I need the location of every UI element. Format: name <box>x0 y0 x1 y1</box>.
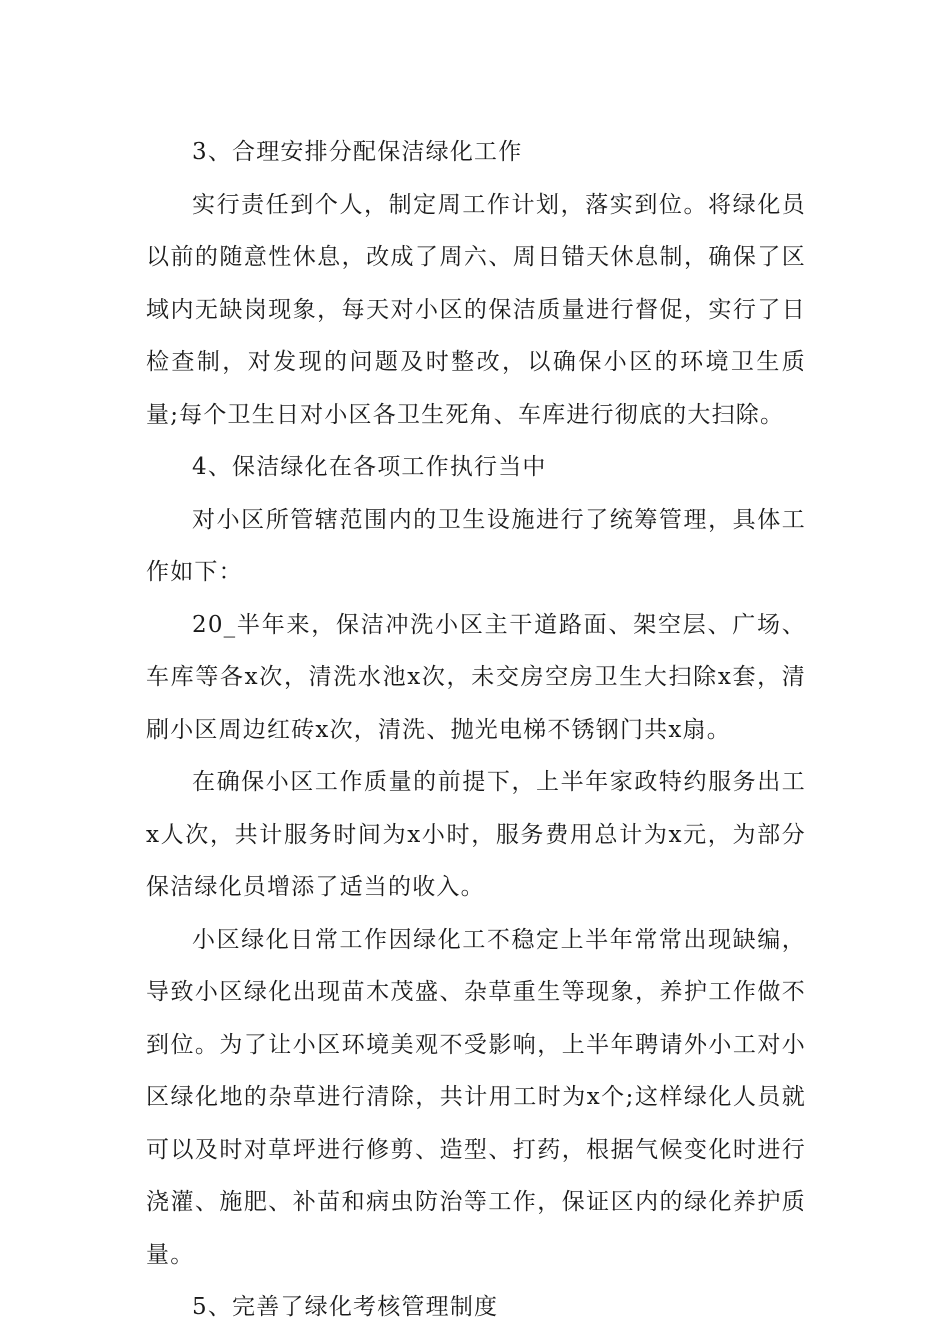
section-heading: 3、合理安排分配保洁绿化工作 <box>192 139 523 165</box>
body-paragraph: 小区绿化日常工作因绿化工不稳定上半年常常出现缺编，导致小区绿化出现苗木茂盛、杂草重生等现象，养护工作做不到位。为了让小区环境美观不受影响，上半年聘请外小工对小区绿化地的杂草进行清除，共计用工时为x个;这样绿化人员就可以及时对草坪进行修剪、造型、打药，根据气候变化时进行浇灌、施肥、补苗和病虫防治等工作，保证区内的绿化养护质量。 <box>146 926 806 1268</box>
body-paragraph: 20_半年来，保洁冲洗小区主干道路面、架空层、广场、车库等各x次，清洗水池x次，未交房空房卫生大扫除x套，清刷小区周边红砖x次，清洗、抛光电梯不锈钢门共x扇。 <box>146 611 806 743</box>
section-heading: 4、保洁绿化在各项工作执行当中 <box>192 454 547 480</box>
body-paragraph: 对小区所管辖范围内的卫生设施进行了统筹管理，具体工作如下： <box>146 506 806 585</box>
section-heading: 5、完善了绿化考核管理制度 <box>192 1294 499 1320</box>
document-body <box>146 126 806 1334</box>
body-paragraph: 在确保小区工作质量的前提下，上半年家政特约服务出工x人次，共计服务时间为x小时，服务费用总计为x元，为部分保洁绿化员增添了适当的收入。 <box>146 769 806 900</box>
body-paragraph: 实行责任到个人，制定周工作计划，落实到位。将绿化员以前的随意性休息，改成了周六、周日错天休息制，确保了区域内无缺岗现象，每天对小区的保洁质量进行督促，实行了日检查制，对发现的问题及时整改，以确保小区的环境卫生质量;每个卫生日对小区各卫生死角、车库进行彻底的大扫除。 <box>146 191 806 428</box>
